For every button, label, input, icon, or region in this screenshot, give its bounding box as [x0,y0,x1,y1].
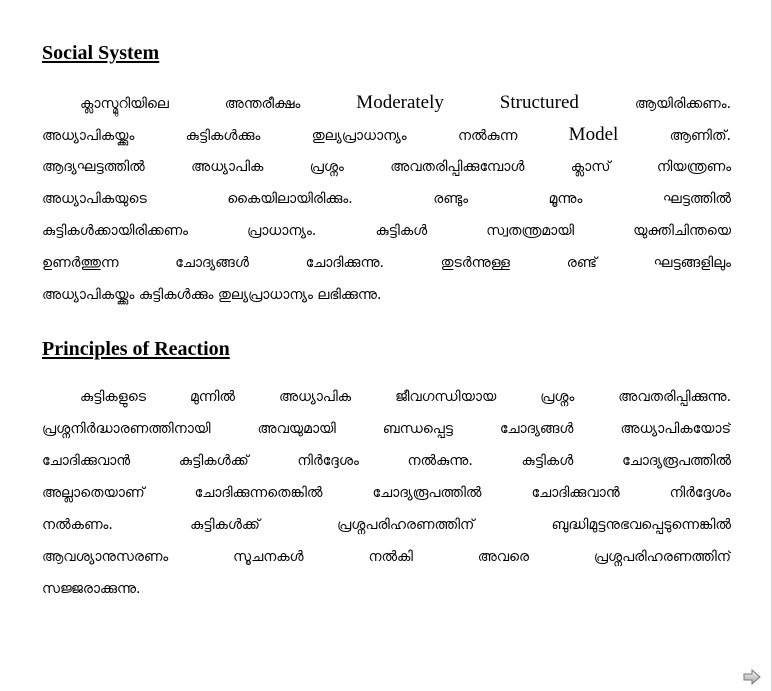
word: കുട്ടികൾക്ക് [178,453,249,469]
word: ഘട്ടത്തിൽ [662,191,731,207]
word: കുട്ടികൾ [521,453,574,469]
word: കുട്ടികളുടെ [80,389,146,405]
word: സ്വതന്ത്രമായി [486,223,575,239]
word: ചോദിക്കുന്നു. [305,255,384,271]
word: പ്രശ്നപരിഹരണത്തിന് [593,549,731,565]
word: അധ്യാപികയ്ക്കും [42,128,135,144]
word: മൂന്നും [548,191,583,207]
word: അധ്യാപിക [278,389,352,405]
word: അധ്യാപികയോട് [620,421,731,437]
word: മുന്നിൽ [189,389,236,405]
right-arrow-icon[interactable] [743,669,761,685]
word: നൽകി [368,549,413,565]
word: നൽകുന്നു. [407,453,473,469]
text-line [42,119,731,151]
word: Structured [499,92,579,113]
word: ചോദിക്കുവാൻ [42,453,131,469]
word: ആവശ്യാനുസരണം [42,549,169,565]
paragraph-social-system [42,87,731,311]
word: ആണിത്. [669,128,731,144]
word: ബന്ധപ്പെട്ട [382,421,453,437]
word: രണ്ട് [566,255,597,271]
word: സൂചനകൾ [233,549,304,565]
word: ഉണർത്തുന്ന [42,255,119,271]
text-line [42,87,731,119]
text-line [42,247,731,279]
text-line [42,413,731,445]
word: കുട്ടികൾക്കായിരിക്കണം [42,223,189,239]
word: പ്രശ്നപരിഹരണത്തിന് [337,517,475,533]
word: കുട്ടികൾ [375,223,428,239]
word: അന്തരീക്ഷം [224,96,301,112]
word: ചോദിക്കുവാൻ [531,485,620,501]
word: തുടർന്നുള്ള [440,255,510,271]
word: Model [568,124,619,145]
text-line [42,279,731,311]
word: പ്രാധാന്യം. [247,223,317,239]
text-line [42,573,731,605]
word: കുട്ടികൾക്ക് [190,517,260,533]
text-line [42,541,731,573]
word: അവതരിപ്പിക്കുമ്പോൾ [390,159,525,175]
word: ജീവഗന്ധിയായ [395,389,497,405]
word: പ്രശ്നം [540,389,575,405]
word: കൈയിലായിരിക്കും. [227,191,353,207]
word: നൽകണം. [42,517,113,533]
word: നൽകുന്ന [457,128,518,144]
word: Moderately [356,92,444,113]
word: തുല്യപ്രാധാന്യം [217,287,313,303]
text-line [42,183,731,215]
word: ചോദ്യങ്ങൾ [175,255,249,271]
word: അല്ലാതെയാണ് [42,485,145,501]
paragraph-principles-of-reaction [42,381,731,605]
word: തുല്യപ്രാധാന്യം [311,128,407,144]
word: ചോദിക്കുന്നതെങ്കിൽ [194,485,323,501]
word: നിയന്ത്രണം [656,159,731,175]
word: ക്ലാസ് [570,159,611,175]
text-line [42,381,731,413]
word: അധ്യാപിക [191,159,264,175]
word: രണ്ടും [433,191,469,207]
section-heading-social-system: Social System [42,42,160,64]
text-line [42,151,731,183]
section-heading-principles-of-reaction: Principles of Reaction [42,338,230,360]
word: പ്രശ്നനിർദ്ധാരണത്തിനായി [42,421,211,437]
text-line [42,445,731,477]
word: നിർദ്ദേശം [297,453,359,469]
word: സജ്ജരാക്കുന്നു. [42,581,141,597]
word: ചോദ്യരൂപത്തിൽ [372,485,482,501]
word: ചോദ്യങ്ങൾ [499,421,574,437]
word: ആദ്യഘട്ടത്തിൽ [42,159,145,175]
text-line [42,215,731,247]
word: ആയിരിക്കണം. [634,96,731,112]
word: യുക്തിചിന്തയെ [633,223,731,239]
word: ലഭിക്കുന്നു. [317,287,382,303]
word: അധ്യാപികയ്ക്കും [42,287,135,303]
text-line [42,509,731,541]
word: അവതരിപ്പിക്കുന്നു. [618,389,731,405]
word: കുട്ടികൾക്കും [185,128,261,144]
word: അവയുമായി [257,421,336,437]
word: ക്ലാസ്മുറിയിലെ [80,96,169,112]
word: കുട്ടികൾക്കും [138,287,214,303]
word: ഘട്ടങ്ങളിലും [653,255,731,271]
word: പ്രശ്നം [309,159,344,175]
word: നിർദ്ദേശം [669,485,731,501]
word: അധ്യാപികയുടെ [42,191,147,207]
text-line [42,477,731,509]
word: ചോദ്യരൂപത്തിൽ [622,453,731,469]
word: അവരെ [477,549,530,565]
word: ബുദ്ധിമുട്ടനുഭവപ്പെടുന്നെങ്കിൽ [551,517,731,533]
